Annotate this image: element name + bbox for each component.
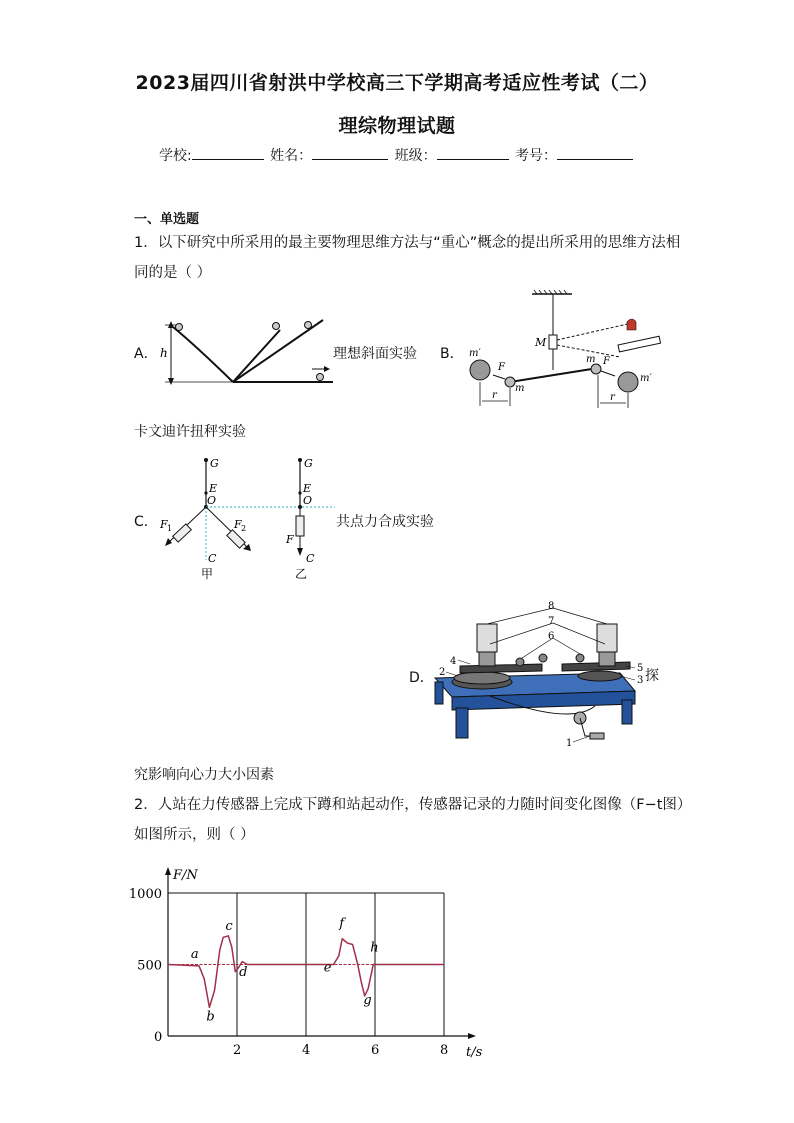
G-label: G xyxy=(210,457,219,470)
ball-icon xyxy=(539,654,547,662)
option-d-letter[interactable]: D． xyxy=(409,670,434,686)
class-blank[interactable] xyxy=(437,147,509,160)
F1-label: F xyxy=(160,518,168,531)
m-label: m xyxy=(586,354,596,365)
q2-stem-line2: 如图所示，则（ ） xyxy=(134,827,255,843)
point-label: d xyxy=(239,964,248,980)
scale-ruler xyxy=(618,336,661,352)
option-d-text: 究影响向心力大小因素 xyxy=(134,767,274,783)
m-prime-label: m′ xyxy=(640,373,652,384)
label-5: 5 xyxy=(637,663,644,674)
ideal-incline-figure xyxy=(155,315,340,390)
slotted-arm xyxy=(460,664,542,673)
F2-subscript: 2 xyxy=(241,524,247,533)
school-blank[interactable] xyxy=(192,147,264,160)
E-label: E xyxy=(209,482,218,495)
q2-stem-line1: 2．人站在力传感器上完成下蹲和站起动作，传感器记录的力随时间变化图像（F−t图） xyxy=(134,797,692,813)
F-label: F xyxy=(286,533,294,546)
F-label: F xyxy=(498,362,505,373)
force-time-chart xyxy=(125,850,485,1060)
point-label: g xyxy=(363,992,372,1008)
label-4: 4 xyxy=(450,656,457,667)
F1-subscript: 1 xyxy=(167,524,173,533)
point-label: f xyxy=(339,916,345,932)
centripetal-force-apparatus-figure xyxy=(430,596,648,752)
x-axis-arrow xyxy=(468,1033,476,1039)
option-a-text: 理想斜面实验 xyxy=(333,346,417,362)
label-6: 6 xyxy=(548,631,555,642)
label-8: 8 xyxy=(548,601,555,612)
m-prime-label: m′ xyxy=(469,348,481,359)
y-axis-arrow xyxy=(165,867,171,875)
O-label: O xyxy=(207,494,217,507)
ball-icon xyxy=(317,374,324,381)
exam-title: 2023届四川省射洪中学校高三下学期高考适应性考试（二） xyxy=(135,72,659,94)
light-source-icon xyxy=(627,319,636,330)
exam-subtitle: 理综物理试题 xyxy=(338,115,456,137)
spring-scale-icon xyxy=(296,516,304,536)
y-tick-label: 500 xyxy=(137,958,162,974)
point-label: h xyxy=(370,940,379,956)
ball-icon xyxy=(576,654,584,662)
cavendish-torsion-figure xyxy=(460,290,665,415)
option-c-text: 共点力合成实验 xyxy=(336,514,434,530)
label-2: 2 xyxy=(439,667,446,678)
chart-ticks xyxy=(129,887,448,1058)
y-axis-label: F/N xyxy=(173,868,198,883)
point-label: a xyxy=(190,947,199,963)
chart-annotations xyxy=(191,916,379,1024)
force-arrow xyxy=(601,371,615,376)
torsion-rod xyxy=(510,368,598,382)
q1-stem-line2: 同的是（ ） xyxy=(134,265,212,281)
large-ball-icon xyxy=(618,372,638,392)
pulley xyxy=(578,671,622,681)
point-label: e xyxy=(323,960,332,976)
point-label: b xyxy=(206,1009,215,1025)
G-label: G xyxy=(304,457,313,470)
option-d-text-tail: 探 xyxy=(645,668,659,684)
exam-number-label: 考号： xyxy=(515,148,558,164)
ball-icon xyxy=(176,324,183,331)
point-label: c xyxy=(225,919,233,935)
force-arrow xyxy=(493,375,505,379)
small-ball-icon xyxy=(591,364,601,374)
x-tick-label: 2 xyxy=(233,1043,242,1058)
x-tick-label: 0 xyxy=(154,1030,163,1045)
ball-icon xyxy=(516,658,524,666)
spring-scale-icon xyxy=(173,524,192,542)
mirror xyxy=(549,335,557,349)
r-label: r xyxy=(610,392,615,403)
ball-icon xyxy=(305,322,312,329)
option-b-text: 卡文迪许扭秤实验 xyxy=(134,424,246,440)
m-label: m xyxy=(515,383,525,394)
light-beam xyxy=(557,323,632,340)
label-3: 3 xyxy=(637,675,644,686)
option-a-letter[interactable]: A． xyxy=(134,346,158,362)
class-label: 班级： xyxy=(394,148,437,164)
label-1: 1 xyxy=(566,738,573,749)
F2-label: F xyxy=(234,518,242,531)
name-blank[interactable] xyxy=(312,147,388,160)
steep-slope xyxy=(233,330,280,382)
figure-jia-label: 甲 xyxy=(201,567,214,581)
section-title: 一、单选题 xyxy=(134,212,200,227)
sleeve-cylinder xyxy=(477,624,497,652)
label-7: 7 xyxy=(548,616,555,627)
E-label: E xyxy=(303,482,312,495)
option-c-letter[interactable]: C． xyxy=(134,514,158,530)
large-ball-icon xyxy=(470,360,490,380)
school-label: 学校: xyxy=(158,148,192,164)
h-label: h xyxy=(160,346,168,360)
name-label: 姓名： xyxy=(270,148,313,164)
F-label: F xyxy=(603,356,610,367)
C-label: C xyxy=(306,552,315,565)
height-arrow-bottom xyxy=(168,378,174,385)
r-label: r xyxy=(492,390,497,401)
option-b-letter[interactable]: B． xyxy=(440,346,464,362)
force-composition-figure xyxy=(150,450,335,585)
M-label: M xyxy=(535,336,547,349)
slotted-arm xyxy=(562,662,630,671)
q1-stem-line1: 1．以下研究中所采用的最主要物理思维方法与“重心”概念的提出所采用的思维方法相 xyxy=(134,235,681,251)
O-label: O xyxy=(303,494,313,507)
sleeve-cylinder xyxy=(597,624,617,652)
ball-icon xyxy=(273,323,280,330)
small-ball-icon xyxy=(505,377,515,387)
exam-number-blank[interactable] xyxy=(557,147,633,160)
x-tick-label: 6 xyxy=(371,1043,380,1058)
y-tick-label: 1000 xyxy=(128,887,162,902)
C-label: C xyxy=(208,552,217,565)
figure-yi-label: 乙 xyxy=(295,567,308,581)
left-slope xyxy=(173,327,233,382)
x-tick-label: 8 xyxy=(440,1043,449,1058)
x-tick-label: 4 xyxy=(302,1043,311,1058)
x-axis-label: t/s xyxy=(466,1045,483,1060)
student-info-row xyxy=(0,145,794,165)
